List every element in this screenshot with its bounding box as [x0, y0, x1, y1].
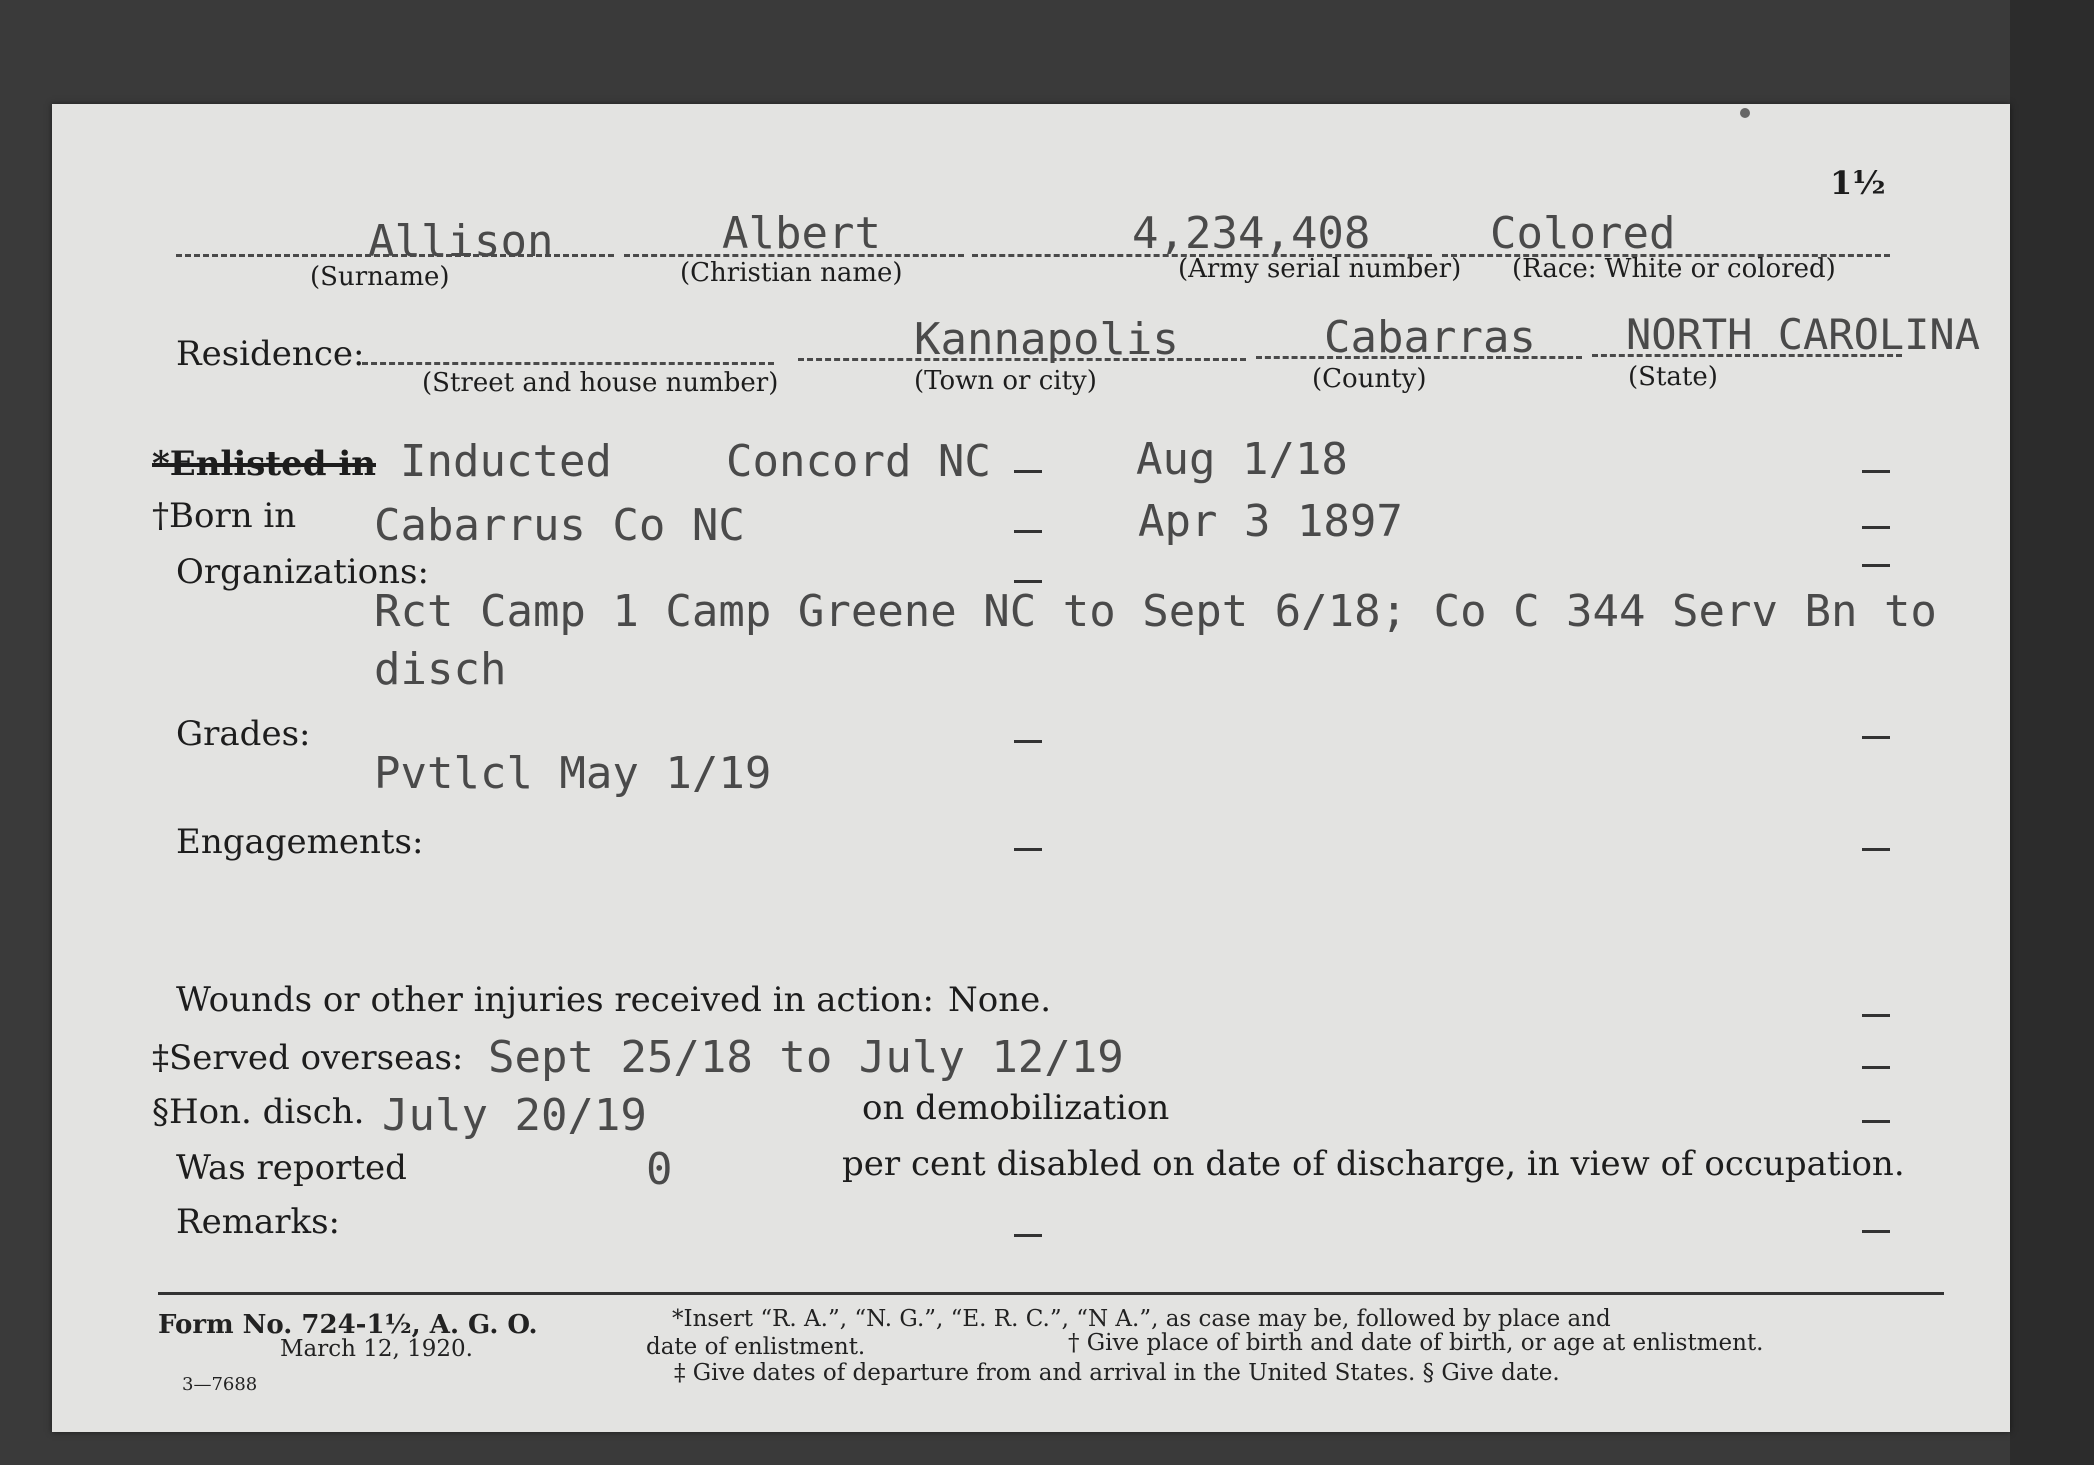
overseas-value: Sept 25/18 to July 12/19: [488, 1032, 1124, 1083]
row-end-dash: [1862, 1066, 1890, 1069]
street-caption: (Street and house number): [422, 368, 779, 398]
row-end-dash: [1862, 1014, 1890, 1017]
row-end-dash: [1862, 526, 1890, 529]
footnote-enlistment-cont: date of enlistment.: [646, 1334, 866, 1360]
footer-rule: [158, 1292, 1944, 1295]
residence-label: Residence:: [176, 334, 365, 374]
organizations-label: Organizations:: [176, 552, 429, 592]
disability-label: Was reported: [176, 1148, 407, 1188]
serial-number-caption: (Army serial number): [1178, 254, 1462, 284]
footnote-birth: † Give place of birth and date of birth, or age at enlistment.: [1068, 1330, 1764, 1356]
organizations-line-1: Rct Camp 1 Camp Greene NC to Sept 6/18; Co C 344 Serv Bn to: [374, 586, 1937, 637]
remarks-label: Remarks:: [176, 1202, 340, 1242]
column-dash: [1014, 530, 1042, 533]
print-code: 3—7688: [182, 1374, 258, 1395]
row-end-dash: [1862, 1120, 1890, 1123]
column-dash: [1014, 1234, 1042, 1237]
column-dash: [1014, 848, 1042, 851]
row-end-dash: [1862, 848, 1890, 851]
enlisted-label: *Enlisted in: [152, 444, 376, 484]
race-caption: (Race: White or colored): [1512, 254, 1836, 284]
born-date: Apr 3 1897: [1138, 496, 1403, 547]
county-value: Cabarras: [1324, 312, 1536, 363]
born-place: Cabarrus Co NC: [374, 500, 745, 551]
serial-number-value: 4,234,408: [1132, 208, 1371, 259]
wounds-value: None.: [948, 980, 1052, 1020]
disability-text: per cent disabled on date of discharge, in view of occupation.: [842, 1144, 1905, 1184]
form-number: Form No. 724-1½, A. G. O.: [158, 1310, 538, 1340]
footnote-overseas: ‡ Give dates of departure from and arrival in the United States. § Give date.: [674, 1360, 1560, 1386]
enlisted-place: Concord NC: [726, 436, 991, 487]
surname-value: Allison: [368, 216, 554, 267]
organizations-line-2: disch: [374, 644, 507, 695]
born-label: †Born in: [152, 496, 297, 536]
grades-value: Pvtlcl May 1/19: [374, 748, 772, 799]
row-end-dash: [1862, 470, 1890, 473]
discharge-date: July 20/19: [382, 1090, 647, 1141]
footnote-enlistment: *Insert “R. A.”, “N. G.”, “E. R. C.”, “N A.”, as case may be, followed by place and: [672, 1306, 1611, 1332]
grades-label: Grades:: [176, 714, 311, 754]
column-dash: [1014, 740, 1042, 743]
page-number: 1½: [1830, 164, 1886, 202]
disability-percent: 0: [646, 1144, 673, 1195]
row-end-dash: [1862, 564, 1890, 567]
state-value: NORTH CAROLINA: [1626, 310, 1981, 359]
engagements-label: Engagements:: [176, 822, 424, 862]
surname-caption: (Surname): [310, 262, 450, 292]
street-line: [362, 362, 774, 365]
row-end-dash: [1862, 736, 1890, 739]
row-end-dash: [1862, 1230, 1890, 1233]
overseas-label: ‡Served overseas:: [152, 1038, 464, 1078]
state-caption: (State): [1628, 362, 1718, 392]
discharge-reason: on demobilization: [862, 1088, 1170, 1128]
race-value: Colored: [1490, 208, 1676, 259]
form-date: March 12, 1920.: [280, 1336, 473, 1362]
wounds-label: Wounds or other injuries received in action:: [176, 980, 934, 1020]
town-caption: (Town or city): [914, 366, 1097, 396]
christian-name-caption: (Christian name): [680, 258, 903, 288]
column-dash: [1014, 580, 1042, 583]
enlisted-date: Aug 1/18: [1136, 434, 1348, 485]
column-dash: [1014, 470, 1042, 473]
service-record-card: [52, 104, 2010, 1432]
county-caption: (County): [1312, 364, 1427, 394]
christian-name-value: Albert: [722, 208, 881, 259]
discharge-label: §Hon. disch.: [152, 1092, 365, 1132]
ink-spot: [1740, 108, 1750, 118]
town-value: Kannapolis: [914, 314, 1179, 365]
enlisted-type: Inducted: [400, 436, 612, 487]
scan-border: [2010, 0, 2094, 1465]
